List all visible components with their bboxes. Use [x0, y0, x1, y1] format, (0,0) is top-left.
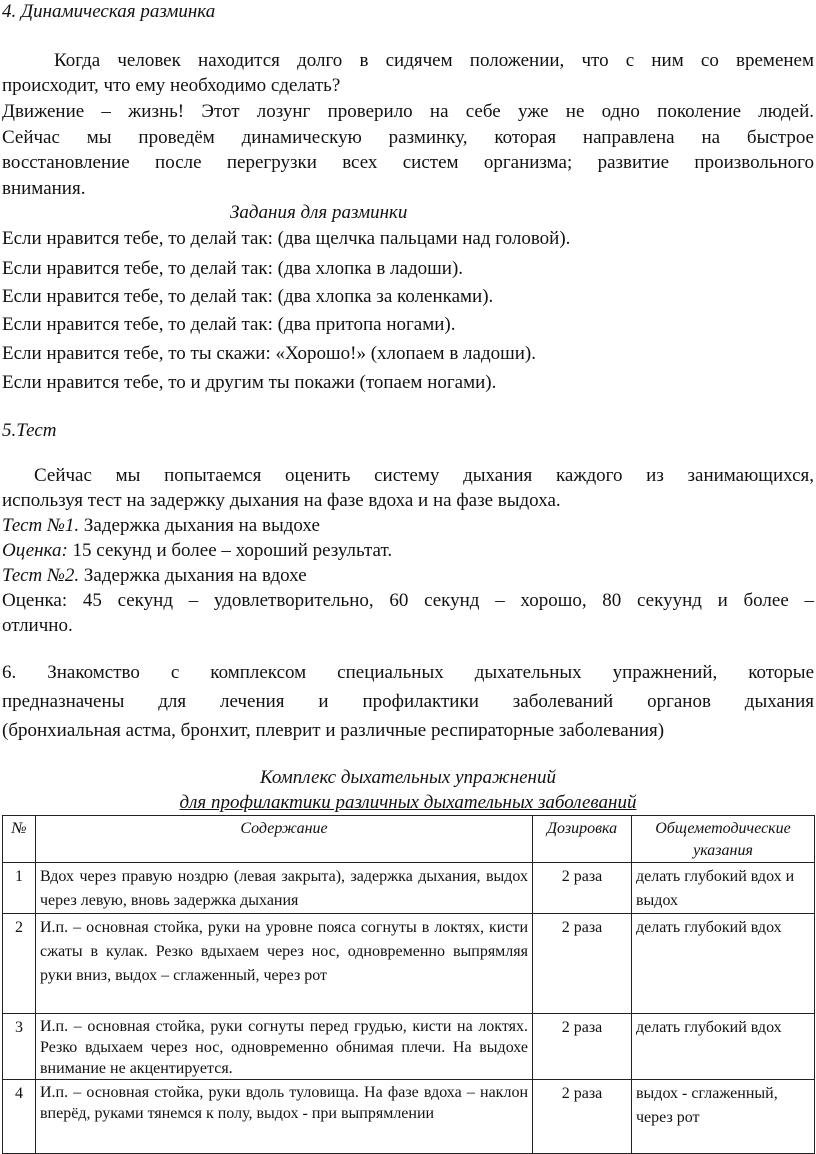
table-header-row — [3, 816, 815, 863]
table-title-line-1: Комплекс дыхательных упражнений — [260, 767, 556, 788]
task-item-3: Если нравится тебе, то делай так: (два хлопка за коленками). — [2, 286, 494, 307]
section5-intro-line-2: используя тест на задержку дыхания на фазе вдоха и на фазе выдоха. — [2, 490, 561, 511]
section4-heading: 4. Динамическая разминка — [2, 1, 216, 22]
section5-intro-line-1: Сейчас мы попытаемся оценить систему дыхания каждого из занимающихся, — [34, 465, 814, 486]
section4-intro-line-2: происходит, что ему необходимо сделать? — [2, 75, 341, 96]
table-row — [3, 1080, 815, 1154]
test2-label: Тест №2. — [2, 565, 80, 586]
row-notes: выдох - сглаженный, через рот — [632, 1080, 815, 1154]
row-notes: делать глубокий вдох — [632, 914, 815, 1014]
row-content: И.п. – основная стойка, руки на уровне пояса согнуты в локтях, кисти сжаты в кулак. Резко вдыхаем через нос, одновременно выпрямляя руки вниз, выдох – сглаженный, через рот — [36, 914, 533, 1014]
row-content: И.п. – основная стойка, руки согнуты перед грудью, кисти на локтях. Резко вдыхаем через нос, одновременно обнимая плечи. На выдохе внимание не акцентируется. — [36, 1014, 533, 1080]
header-notes: Общеметодические указания — [632, 816, 815, 863]
row-num: 3 — [3, 1014, 36, 1080]
row-dose: 2 раза — [533, 1014, 632, 1080]
row-content: И.п. – основная стойка, руки вдоль туловища. На фазе вдоха – наклон вперёд, руками тянемся к полу, выдох - при выпрямлении — [36, 1080, 533, 1154]
exercise-table — [2, 815, 815, 1154]
table-row — [3, 863, 815, 914]
score2-line-1: Оценка: 45 секунд – удовлетворительно, 60 секунд – хорошо, 80 секуунд и более – — [2, 590, 814, 611]
table-row — [3, 914, 815, 1014]
task-item-5: Если нравится тебе, то ты скажи: «Хорошо!» (хлопаем в ладоши). — [2, 343, 537, 364]
section4-intro-line-3: Движение – жизнь! Этот лозунг проверило на себе уже не одно поколение людей. — [2, 101, 814, 122]
table-row — [3, 1014, 815, 1080]
table-title-line-2: для профилактики различных дыхательных заболеваний — [179, 792, 637, 813]
section4-intro-line-6: внимания. — [2, 178, 86, 199]
score1-text: 15 секунд и более – хороший результат. — [67, 540, 393, 561]
section6-line-3: (бронхиальная астма, бронхит, плеврит и различные респираторные заболевания) — [2, 720, 665, 741]
header-dose: Дозировка — [533, 816, 632, 863]
header-content: Содержание — [36, 816, 533, 863]
test1-label: Тест №1. — [2, 515, 80, 536]
row-dose: 2 раза — [533, 1080, 632, 1154]
row-dose: 2 раза — [533, 863, 632, 914]
task-item-1: Если нравится тебе, то делай так: (два щелчка пальцами над головой). — [2, 228, 571, 249]
section4-intro-line-4: Сейчас мы проведём динамическую разминку, которая направлена на быстрое — [2, 127, 814, 148]
row-notes: делать глубокий вдох — [632, 1014, 815, 1080]
tasks-title: Задания для разминки — [230, 202, 408, 223]
test2-line — [2, 565, 814, 587]
row-notes: делать глубокий вдох и выдох — [632, 863, 815, 914]
test1-text: Задержка дыхания на выдохе — [79, 515, 320, 536]
section4-intro-line-1: Когда человек находится долго в сидячем положении, что с ним со временем — [54, 50, 814, 71]
section6-line-2: предназначены для лечения и профилактики заболеваний органов дыхания — [2, 691, 814, 712]
row-content: Вдох через правую ноздрю (левая закрыта), задержка дыхания, выдох через левую, вновь задержка дыхания — [36, 863, 533, 914]
row-num: 1 — [3, 863, 36, 914]
task-item-2: Если нравится тебе, то делай так: (два хлопка в ладоши). — [2, 258, 464, 279]
header-num: № — [3, 816, 36, 863]
row-num: 4 — [3, 1080, 36, 1154]
test1-line — [2, 515, 814, 537]
score1-label: Оценка: — [2, 540, 68, 561]
task-item-4: Если нравится тебе, то делай так: (два притопа ногами). — [2, 314, 456, 335]
row-num: 2 — [3, 914, 36, 1014]
section4-intro-line-5: восстановление после перегрузки всех систем организма; развитие произвольного — [2, 152, 814, 173]
section5-heading: 5.Тест — [2, 420, 57, 441]
score2-line-2: отлично. — [2, 615, 73, 636]
task-item-6: Если нравится тебе, то и другим ты покажи (топаем ногами). — [2, 372, 497, 393]
section6-line-1: 6. Знакомство с комплексом специальных дыхательных упражнений, которые — [2, 662, 814, 683]
test2-text: Задержка дыхания на вдохе — [79, 565, 307, 586]
score1-line — [2, 540, 814, 562]
row-dose: 2 раза — [533, 914, 632, 1014]
